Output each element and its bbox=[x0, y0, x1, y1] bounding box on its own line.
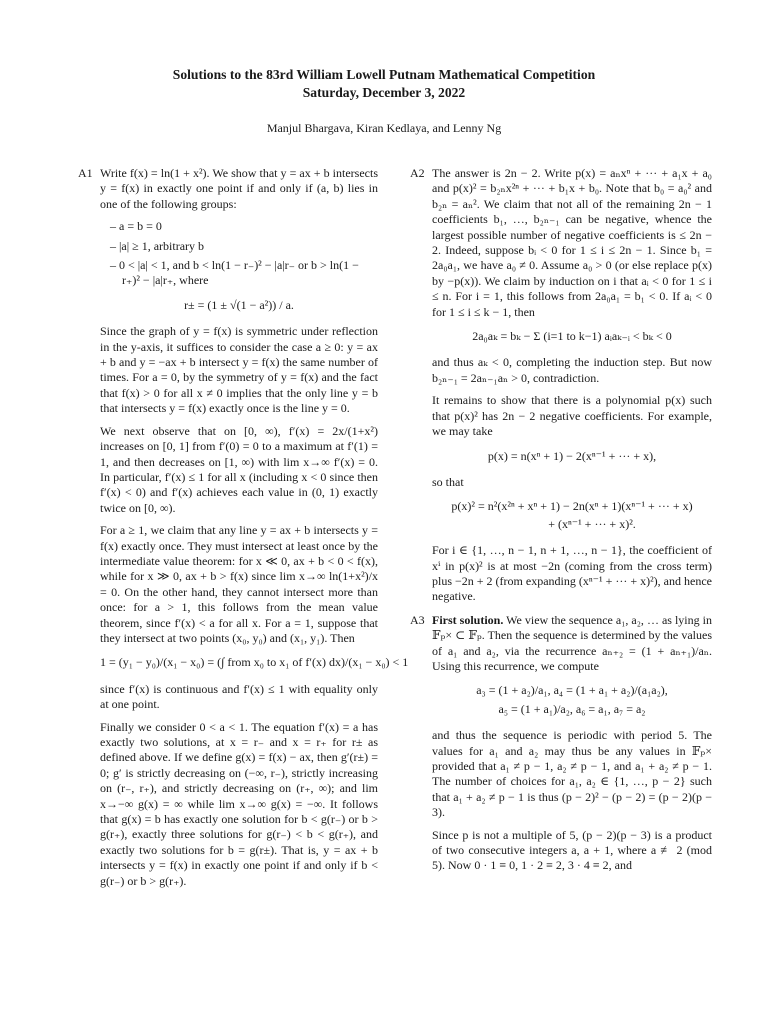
title-line-1: Solutions to the 83rd William Lowell Putnam Mathematical Competition bbox=[172, 67, 596, 82]
a2-equation-p2-line1: p(x)² = n²(x²ⁿ + xⁿ + 1) − 2n(xⁿ + 1)(xⁿ⁻¹ + ··· + x) bbox=[451, 499, 693, 514]
a3-paragraph-1-text: We view the sequence a₁, a₂, … as lying in 𝔽ₚ× ⊂ 𝔽ₚ. Then the sequence is determined by the values of a₁ and a₂, via the recurrence aₙ₊₂ = (1 + aₙ₊₁)/aₙ. Using this recurrence, we compute bbox=[432, 612, 712, 673]
a2-paragraph-1: The answer is 2n − 2. Write p(x) = aₙxⁿ + ··· + a₁x + a₀ and p(x)² = b₂ₙx²ⁿ + ··· + b₁x + b₀. Note that b₀ = a₀² and b₂ₙ = aₙ². We claim that not all of the remaining 2n − 1 coefficients b₁, …, b₂ₙ₋₁ can be negative, whence the largest possible number of negative coefficients is ≤ 2n − 2. Indeed, suppose bᵢ < 0 for 1 ≤ i ≤ 2n − 1. Since b₁ = 2a₀a₁, we have a₀ ≠ 0. Assume a₀ > 0 (or else replace p(x) by −p(x)). We claim by induction on i that aᵢ < 0 for 1 ≤ i ≤ n. For i = 1, this follows from 2a₀a₁ = b₁ < 0. If aᵢ < 0 for 1 ≤ i ≤ k − 1, then bbox=[432, 166, 712, 319]
problem-label-a1: A1 bbox=[78, 166, 93, 180]
a2-paragraph-3: It remains to show that there is a polynomial p(x) such that p(x)² has 2n − 2 negative coefficients. For example, we may take bbox=[432, 393, 712, 439]
a1-groups bbox=[100, 219, 378, 289]
a1-group-3: – 0 < |a| < 1, and b < ln(1 − r₋)² − |a|r₋ or b > ln(1 − r₊)² − |a|r₊, where bbox=[110, 258, 359, 288]
left-column bbox=[78, 166, 409, 896]
problem-label-a2: A2 bbox=[410, 166, 425, 180]
authors: Manjul Bhargava, Kiran Kedlaya, and Lenny Ng bbox=[266, 121, 502, 135]
a3-equation-line2: a₅ = (1 + a₁)/a₂, a₆ = a₁, a₇ = a₂ bbox=[498, 701, 646, 716]
a3-paragraph-3: Since p is not a multiple of 5, (p − 2)(p − 3) is a product of two consecutive integers a, a + 1, where a ≢ 2 (mod 5). Now 0 · 1 ≡ 0, 1 · 2 ≡ 2, 3 · 4 ≡ 2, and bbox=[432, 827, 712, 873]
a2-paragraph-5: For i ∈ {1, …, n − 1, n + 1, …, n − 1}, the coefficient of xⁱ in p(x)² is at most −2n (coming from the cross term) plus −2n + 2 (from expanding (xⁿ⁻¹ + ··· + x)²), and hence negative. bbox=[432, 543, 712, 604]
a1-paragraph-4: since f′(x) is continuous and f′(x) ≤ 1 with equality only at one point. bbox=[100, 681, 378, 712]
a2-equation-p: p(x) = n(xⁿ + 1) − 2(xⁿ⁻¹ + ··· + x), bbox=[487, 448, 657, 463]
a2-paragraph-2: and thus aₖ < 0, completing the induction step. But now b₂ₙ₋₁ = 2aₙ₋₁aₙ > 0, contradiction. bbox=[432, 355, 712, 385]
a1-paragraph-1: Since the graph of y = f(x) is symmetric under reflection in the y-axis, it suffices to consider the case a ≥ 0: y = ax + b and y = −ax + b intersect y = f(x) the same number of times. For a = 0, by the symmetry of y = f(x) and the fact that f(x) > 0 for all x ≠ 0 implies that the only line y = b that intersects y = f(x) exactly once is the line y = 0. bbox=[100, 324, 378, 416]
a1-equation-r: r± = (1 ± √(1 − a²)) / a. bbox=[184, 297, 294, 312]
title-line-2: Saturday, December 3, 2022 bbox=[302, 85, 466, 100]
a1-equation-mvt: 1 = (y₁ − y₀)/(x₁ − x₀) = (∫ from x₀ to x₁ of f′(x) dx)/(x₁ − x₀) < 1 bbox=[100, 655, 409, 670]
a2-paragraph-4: so that bbox=[432, 474, 464, 489]
problem-a1 bbox=[78, 166, 409, 889]
a3-equation-line1: a₃ = (1 + a₂)/a₁, a₄ = (1 + a₁ + a₂)/(a₁a₂), bbox=[476, 683, 668, 698]
a2-equation-p2-line2: + (xⁿ⁻¹ + ··· + x)². bbox=[548, 516, 636, 531]
a2-equation-sum: 2a₀aₖ = bₖ − Σ (i=1 to k−1) aᵢaₖ₋ᵢ < bₖ < 0 bbox=[472, 329, 672, 344]
a1-group-1: – a = b = 0 bbox=[110, 219, 162, 234]
problem-label-a3: A3 bbox=[410, 612, 425, 627]
a1-paragraph-5: Finally we consider 0 < a < 1. The equation f′(x) = a has exactly two solutions, at x = r₋ and x = r₊ for r± as defined above. If we define g(x) = f(x) − ax, then g′(r±) = 0; g′ is strictly decreasing on (−∞, r₋), strictly increasing on (r₋, r₊), and strictly decreasing on (r₊, ∞); and lim x→−∞ g(x) = ∞ while lim x→∞ g(x) = −∞. It follows that g(x) = b has exactly one solution for b < g(r₋) or b > g(r₊), exactly three solutions for g(r₋) < b < g(r₊), and exactly two solutions for b = g(r±). That is, y = ax + b intersects y = f(x) in exactly one point if and only if b < g(r₋) or b > g(r₊). bbox=[100, 719, 378, 888]
paper-title bbox=[0, 66, 768, 102]
a1-intro: Write f(x) = ln(1 + x²). We show that y = ax + b intersects y = f(x) in exactly one point if and only if (a, b) lies in one of the following groups: bbox=[100, 166, 378, 211]
a1-group-2: – |a| ≥ 1, arbitrary b bbox=[110, 238, 205, 253]
a3-heading: First solution. bbox=[432, 612, 504, 627]
right-column bbox=[410, 166, 712, 881]
problem-a2 bbox=[410, 166, 712, 605]
a1-paragraph-3: For a ≥ 1, we claim that any line y = ax + b intersects y = f(x) exactly once. They must intersect at least once by the intermediate value theorem: for x ≪ 0, ax + b < 0 < f(x), while for x ≫ 0, ax + b > f(x) since lim x→∞ ln(1+x²)/x = 0. On the other hand, they cannot intersect more than once: for a > 1, this follows from the mean value theorem, since f′(x) < a for all x. For a = 1, suppose that they intersect at two points (x₀, y₀) and (x₁, y₁). Then bbox=[100, 523, 378, 645]
a3-paragraph-2: and thus the sequence is periodic with period 5. The values for a₁ and a₂ may thus be any values in 𝔽ₚ× provided that a₁ ≠ p − 1, a₂ ≠ p − 1, and a₁ + a₂ ≠ p − 1. The number of choices for a₁, a₂ ∈ {1, …, p − 2} such that a₁ + a₂ ≠ p − 1 is thus (p − 2)² − (p − 2) = (p − 2)(p − 3). bbox=[432, 728, 712, 820]
a1-paragraph-2: We next observe that on [0, ∞), f′(x) = 2x/(1+x²) increases on [0, 1] from f′(0) = 0 to a maximum at f′(1) = 1, and then decreases on [1, ∞) with lim x→∞ f′(x) = 0. In particular, f′(x) ≤ 1 for all x (including x < 0 since then f′(x) < 0) and f′(x) achieves each value in (0, 1) exactly twice on [0, ∞). bbox=[100, 423, 378, 515]
problem-a3 bbox=[410, 613, 712, 874]
a3-paragraph-1 bbox=[432, 613, 712, 675]
